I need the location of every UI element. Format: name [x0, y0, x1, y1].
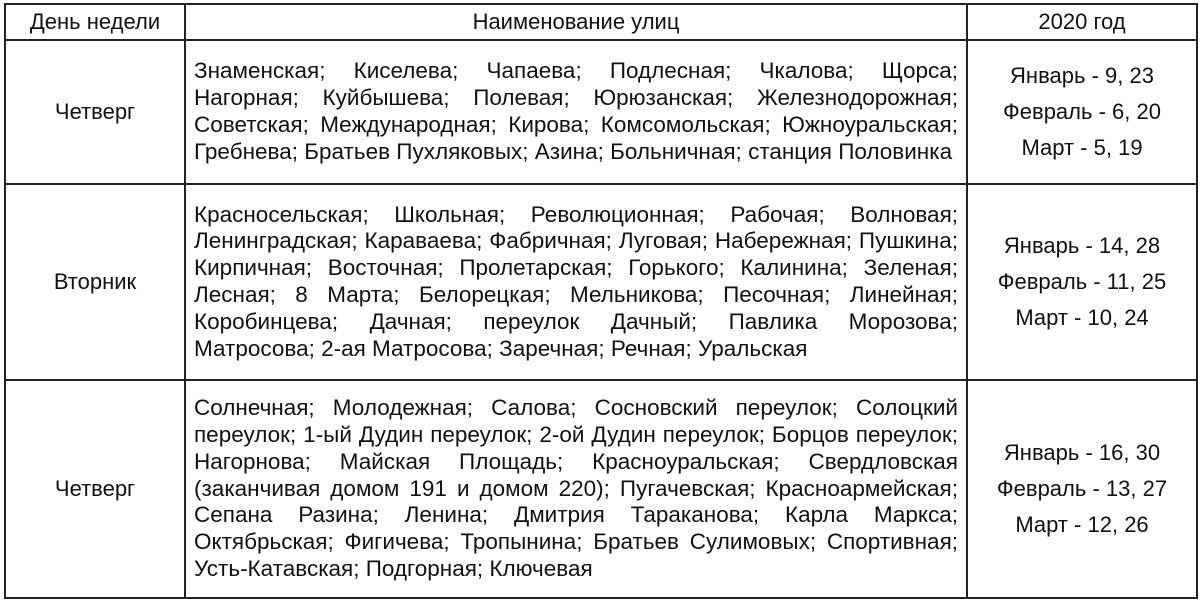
- row-day: Вторник: [5, 184, 185, 380]
- date-february: Февраль - 13, 27: [996, 476, 1168, 501]
- header-year: 2020 год: [967, 4, 1197, 40]
- header-street-names: Наименование улиц: [185, 4, 967, 40]
- header-day-of-week: День недели: [5, 4, 185, 40]
- date-march: Март - 5, 19: [1021, 135, 1143, 160]
- row-day: Четверг: [5, 380, 185, 598]
- date-january: Январь - 14, 28: [1003, 233, 1161, 258]
- date-march: Март - 10, 24: [1015, 305, 1149, 330]
- schedule-table: [4, 3, 1198, 599]
- row-streets: Знаменская; Киселева; Чапаева; Подлесная; Чкалова; Щорса; Нагорная; Куйбышева; Полевая; Юрюзанская; Железнодорожная; Советская; Международная; Кирова; Комсомольская; Южноуральская; Гребнева; Братьев Пухляковых; Азина; Больничная; станция Половинка: [185, 40, 967, 184]
- row-dates: [967, 380, 1197, 598]
- table-row: [5, 380, 1197, 598]
- header-row: [5, 4, 1197, 40]
- table-row: [5, 184, 1197, 380]
- table-body: [5, 40, 1197, 598]
- row-dates: [967, 184, 1197, 380]
- row-streets: Солнечная; Молодежная; Салова; Сосновский переулок; Солоцкий переулок; 1-ый Дудин переулок; 2-ой Дудин переулок; Борцов переулок; Нагорнова; Майская Площадь; Красноуральская; Свердловская (заканчивая домом 191 и домом 220); Пугачевская; Красноармейская; Сепана Разина; Ленина; Дмитрия Тараканова; Карла Маркса; Октябрьская; Фигичева; Тропынина; Братьев Сулимовых; Спортивная; Усть-Катавская; Подгорная; Ключевая: [185, 380, 967, 598]
- date-january: Январь - 9, 23: [1010, 63, 1154, 88]
- date-march: Март - 12, 26: [1015, 512, 1149, 537]
- table-header: [5, 4, 1197, 40]
- row-day: Четверг: [5, 40, 185, 184]
- row-streets: Красносельская; Школьная; Революционная; Рабочая; Волновая; Ленинградская; Караваева; Фабричная; Луговая; Набережная; Пушкина; Кирпичная; Восточная; Пролетарская; Горького; Калинина; Зеленая; Лесная; 8 Марта; Белорецкая; Мельникова; Песочная; Линейная; Коробинцева; Дачная; переулок Дачный; Павлика Морозова; Матросова; 2-ая Матросова; Заречная; Речная; Уральская: [185, 184, 967, 380]
- date-january: Январь - 16, 30: [1003, 440, 1161, 465]
- schedule-wrapper: [4, 3, 1196, 597]
- row-dates: [967, 40, 1197, 184]
- date-february: Февраль - 6, 20: [1003, 99, 1161, 124]
- date-february: Февраль - 11, 25: [997, 269, 1167, 294]
- table-row: [5, 40, 1197, 184]
